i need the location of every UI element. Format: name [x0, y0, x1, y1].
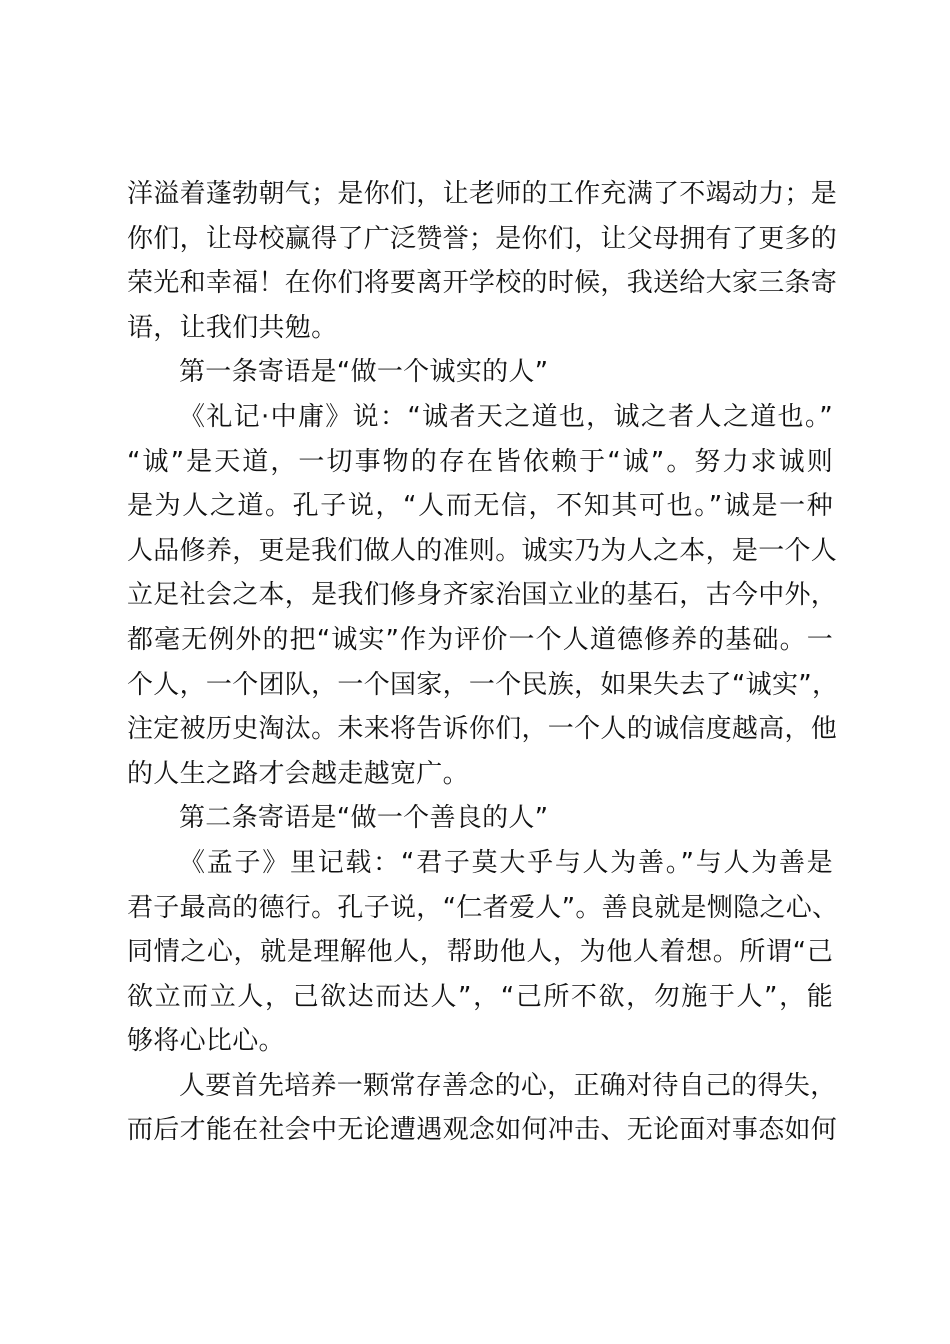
text-line: 而后才能在社会中无论遭遇观念如何冲击、无论面对事态如何 — [127, 1115, 838, 1146]
text-line: 都毫无例外的把“诚实”作为评价一个人道德修养的基础。一 — [127, 624, 833, 655]
text-line: “诚”是天道，一切事物的存在皆依赖于“诚”。努力求诚则 — [127, 446, 833, 477]
text-line: 是为人之道。孔子说，“人而无信，不知其可也。”诚是一种 — [127, 491, 833, 522]
text-line: 同情之心，就是理解他人，帮助他人，为他人着想。所谓“己 — [127, 937, 833, 968]
section-heading-2: 第二条寄语是“做一个善良的人” — [179, 803, 549, 834]
text-line: 《孟子》里记载：“君子莫大乎与人为善。”与人为善是 — [179, 847, 833, 878]
text-line: 荣光和幸福！在你们将要离开学校的时候，我送给大家三条寄 — [127, 268, 838, 299]
text-line: 够将心比心。 — [127, 1026, 285, 1057]
text-line: 你们，让母校赢得了广泛赞誉；是你们，让父母拥有了更多的 — [127, 223, 838, 254]
text-line: 人品修养，更是我们做人的准则。诚实乃为人之本，是一个人 — [127, 535, 838, 566]
text-line: 洋溢着蓬勃朝气；是你们，让老师的工作充满了不竭动力；是 — [127, 179, 838, 209]
text-line: 语，让我们共勉。 — [127, 312, 338, 343]
text-line: 个人，一个团队，一个国家，一个民族，如果失去了“诚实”， — [127, 669, 839, 700]
text-line: 君子最高的德行。孔子说，“仁者爱人”。善良就是恻隐之心、 — [127, 892, 839, 923]
section-heading-1: 第一条寄语是“做一个诚实的人” — [179, 357, 549, 388]
body-text — [127, 172, 839, 1153]
text-line: 立足社会之本，是我们修身齐家治国立业的基石，古今中外， — [127, 580, 838, 611]
text-line: 的人生之路才会越走越宽广。 — [127, 758, 469, 789]
text-line: 《礼记·中庸》说：“诚者天之道也，诚之者人之道也。” — [179, 401, 833, 432]
text-line: 人要首先培养一颗常存善念的心，正确对待自己的得失， — [179, 1070, 837, 1101]
text-line: 欲立而立人，己欲达而达人”，“己所不欲，勿施于人”，能 — [127, 981, 833, 1012]
text-line: 注定被历史淘汰。未来将告诉你们，一个人的诚信度越高，他 — [127, 714, 838, 745]
